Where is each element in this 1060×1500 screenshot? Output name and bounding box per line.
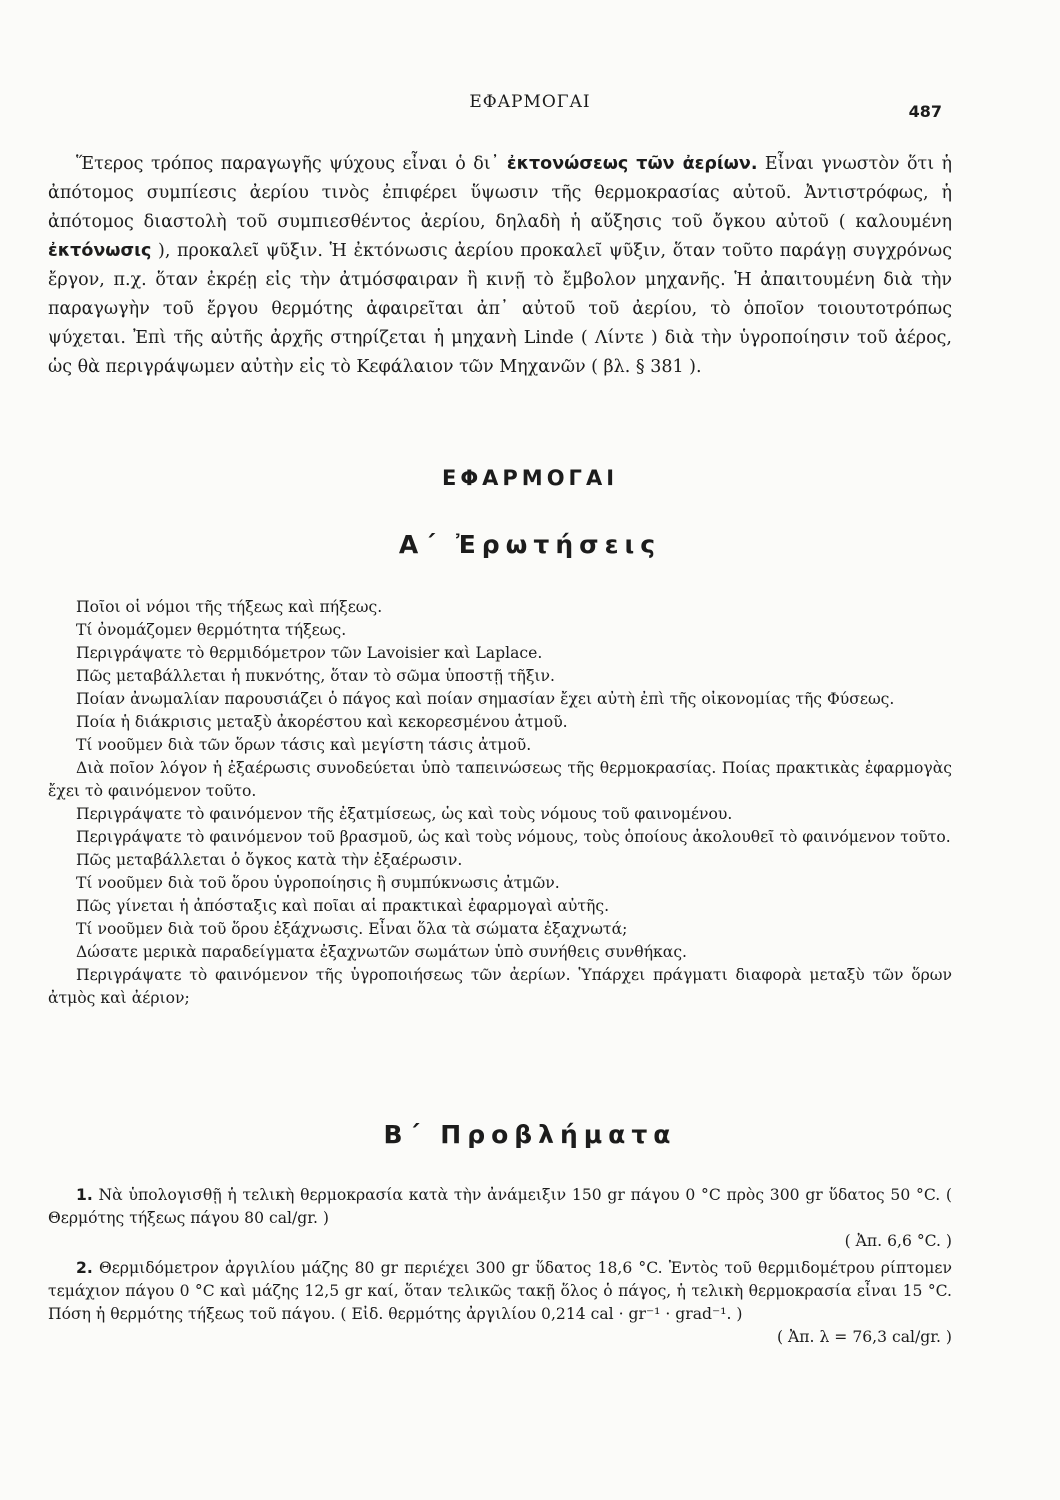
section-title: ΕΦΑΡΜΟΓΑΙ: [441, 466, 619, 490]
question-item: Ποίαν ἀνωμαλίαν παρουσιάζει ὁ πάγος καὶ ποίαν σημασίαν ἔχει αὐτὴ ἐπὶ τῆς οἰκονομίας τῆς Φύσεως.: [76, 690, 895, 708]
intro-text-1: Ἕτερος τρόπος παραγωγῆς ψύχους εἶναι ὁ δι᾽: [76, 154, 507, 174]
intro-bold-term-2: ἐκτόνωσις: [48, 241, 152, 261]
question-item: Τί νοοῦμεν διὰ τοῦ ὅρου ὑγροποίησις ἢ συμπύκνωσις ἀτμῶν.: [76, 874, 560, 892]
intro-paragraph: [48, 150, 952, 382]
problem-text: Νὰ ὑπολογισθῇ ἡ τελικὴ θερμοκρασία κατὰ τὴν ἀνάμειξιν 150 gr πάγου 0 °C πρὸς 300 gr ὕδατος 50 °C. ( Θερμότης τήξεως πάγου 80 cal/gr. ): [48, 1186, 952, 1227]
problems-title: Β΄ Προβλήματα: [383, 1120, 677, 1149]
problem-item: [48, 1184, 952, 1253]
question-item: Τί νοοῦμεν διὰ τοῦ ὅρου ἐξάχνωσις. Εἶναι ὅλα τὰ σώματα ἐξαχνωτά;: [76, 920, 628, 938]
problem-answer: ( Ἀπ. 6,6 °C. ): [844, 1232, 952, 1250]
page-number: 487: [908, 102, 942, 121]
question-item: Τί ὀνομάζομεν θερμότητα τήξεως.: [76, 621, 347, 639]
question-item: Περιγράψατε τὸ φαινόμενον τῆς ὑγροποιήσεως τῶν ἀερίων. Ὑπάρχει πράγματι διαφορὰ μεταξὺ τῶν ὅρων ἀτμὸς καὶ ἀέριον;: [48, 966, 952, 1007]
question-item: Δώσατε μερικὰ παραδείγματα ἐξαχνωτῶν σωμάτων ὑπὸ συνήθεις συνθήκας.: [76, 943, 688, 961]
question-item: Ποία ἡ διάκρισις μεταξὺ ἀκορέστου καὶ κεκορεσμένου ἀτμοῦ.: [76, 713, 568, 731]
question-item: Περιγράψατε τὸ θερμιδόμετρον τῶν Lavoisier καὶ Laplace.: [76, 644, 543, 662]
question-item: Πῶς μεταβάλλεται ὁ ὄγκος κατὰ τὴν ἐξαέρωσιν.: [76, 851, 463, 869]
question-item: Περιγράψατε τὸ φαινόμενον τῆς ἐξατμίσεως, ὡς καὶ τοὺς νόμους τοῦ φαινομένου.: [76, 805, 733, 823]
intro-bold-term-1: ἐκτονώσεως τῶν ἀερίων.: [506, 154, 758, 174]
question-item: Περιγράψατε τὸ φαινόμενον τοῦ βρασμοῦ, ὡς καὶ τοὺς νόμους, τοὺς ὁποίους ἀκολουθεῖ τὸ φαινόμενον τοῦτο.: [76, 828, 951, 846]
problem-text: Θερμιδόμετρον ἀργιλίου μάζης 80 gr περιέχει 300 gr ὕδατος 18,6 °C. Ἐντὸς τοῦ θερμιδομέτρου ρίπτομεν τεμάχιον πάγου 0 °C καὶ μάζης 12,5 gr καί, ὅταν τελικῶς τακῇ ὅλος ὁ πάγος, ἡ τελικὴ θερμοκρασία εἶναι 15 °C. Πόση ἡ θερμότης τήξεως τοῦ πάγου. ( Εἰδ. θερμότης ἀργιλίου 0,214 cal · gr⁻¹ · grad⁻¹. ): [48, 1259, 952, 1323]
problem-number: 1.: [76, 1186, 93, 1204]
problem-answer: ( Ἀπ. λ = 76,3 cal/gr. ): [777, 1328, 952, 1346]
question-item: Πῶς γίνεται ἡ ἀπόσταξις καὶ ποῖαι αἱ πρακτικαὶ ἐφαρμογαὶ αὐτῆς.: [76, 897, 610, 915]
question-item: Πῶς μεταβάλλεται ἡ πυκνότης, ὅταν τὸ σῶμα ὑποστῇ τῆξιν.: [76, 667, 555, 685]
question-item: Τί νοοῦμεν διὰ τῶν ὅρων τάσις καὶ μεγίστη τάσις ἀτμοῦ.: [76, 736, 532, 754]
question-item: Διὰ ποῖον λόγον ἡ ἐξαέρωσις συνοδεύεται ὑπὸ ταπεινώσεως τῆς θερμοκρασίας. Ποίας πρακτικὰς ἐφαρμογὰς ἔχει τὸ φαινόμενον τοῦτο.: [48, 759, 952, 800]
questions-title: Α΄ Ἐρωτήσεις: [398, 530, 662, 559]
problems-list: [48, 1184, 952, 1353]
running-head: ΕΦΑΡΜΟΓΑΙ: [469, 92, 591, 112]
problem-number: 2.: [76, 1259, 93, 1277]
intro-text-3: ), προκαλεῖ ψῦξιν. Ἡ ἐκτόνωσις ἀερίου προκαλεῖ ψῦξιν, ὅταν τοῦτο παράγῃ συγχρόνως ἔργον, π.χ. ὅταν ἐκρέῃ εἰς τὴν ἀτμόσφαιραν ἢ κινῇ τὸ ἔμβολον μηχανῆς. Ἡ ἀπαιτουμένη διὰ τὴν παραγωγὴν τοῦ ἔργου θερμότης ἀφαιρεῖται ἀπ᾽ αὐτοῦ τοῦ ἀερίου, τὸ ὁποῖον τοιουτοτρόπως ψύχεται. Ἐπὶ τῆς αὐτῆς ἀρχῆς στηρίζεται ἡ μηχανὴ Linde ( Λίντε ) διὰ τὴν ὑγροποίησιν τοῦ ἀέρος, ὡς θὰ περιγράψωμεν αὐτὴν εἰς τὸ Κεφάλαιον τῶν Μηχανῶν ( βλ. § 381 ).: [48, 241, 952, 377]
question-item: Ποῖοι οἱ νόμοι τῆς τήξεως καὶ πήξεως.: [76, 598, 383, 616]
questions-list: [48, 596, 952, 1010]
intro-text-2: Εἶναι γνωστὸν ὅτι ἡ ἀπότομος συμπίεσις ἀερίου τινὸς ἐπιφέρει ὕψωσιν τῆς θερμοκρασίας αὐτοῦ. Ἀντιστρόφως, ἡ ἀπότομος διαστολὴ τοῦ συμπιεσθέντος ἀερίου, δηλαδὴ ἡ αὔξησις τοῦ ὄγκου αὐτοῦ ( καλουμένη: [48, 154, 953, 232]
problem-item: [48, 1257, 952, 1349]
